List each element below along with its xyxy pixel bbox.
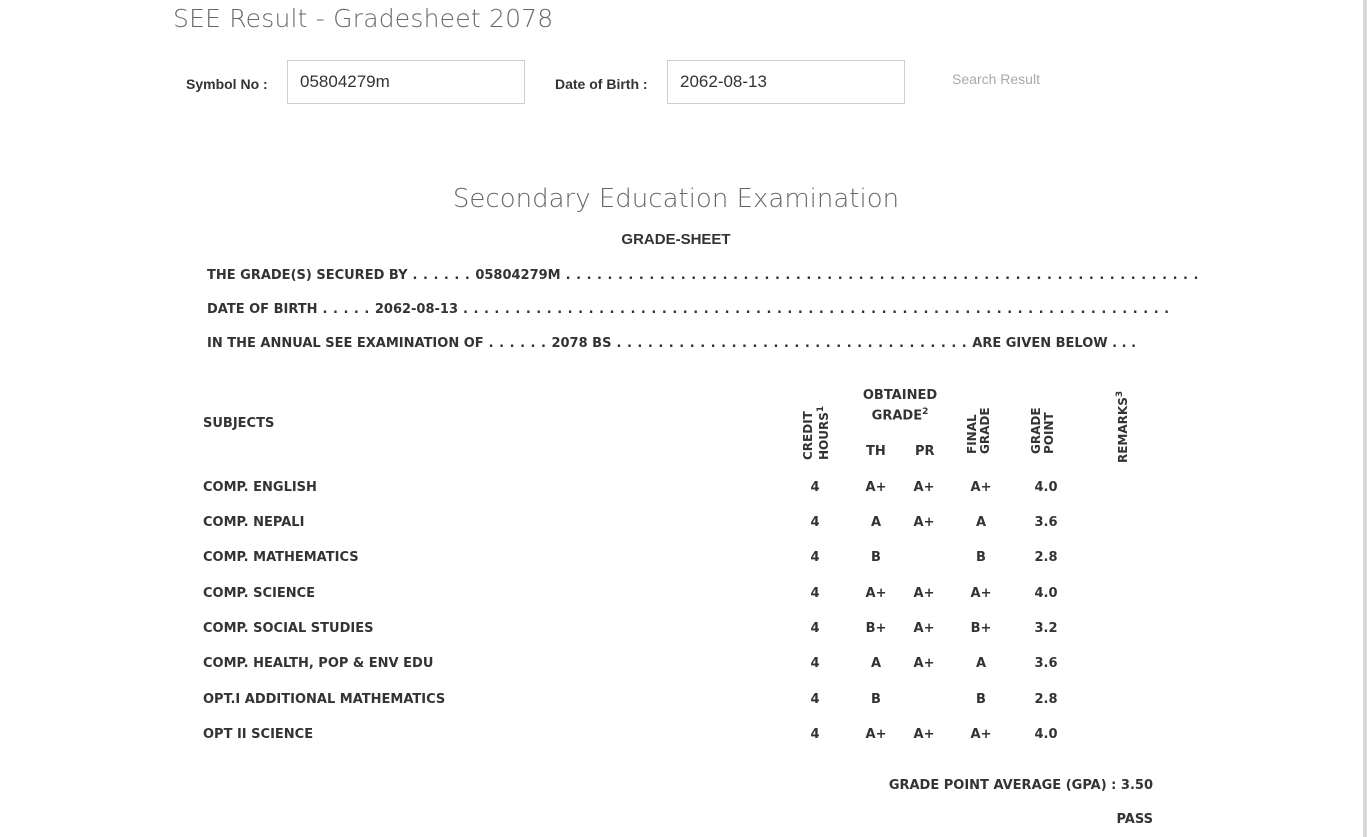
grade-point-header: GRADE POINT	[1029, 407, 1056, 454]
exam-title: Secondary Education Examination	[452, 184, 900, 214]
theory-grade-cell: B	[871, 692, 881, 707]
practical-grade-cell: A+	[913, 480, 935, 495]
final-grade-cell: B	[976, 692, 986, 707]
gpa-label: GRADE POINT AVERAGE (GPA) :	[888, 778, 1117, 793]
secured-by-line	[207, 268, 1199, 283]
grade-point-cell: 2.8	[1034, 550, 1058, 565]
theory-grade-cell: A+	[865, 727, 887, 742]
grade-point-cell: 4.0	[1034, 586, 1058, 601]
subject-cell: COMP. HEALTH, POP & ENV EDU	[203, 656, 434, 671]
subject-cell: OPT II SCIENCE	[203, 727, 314, 742]
grade-point-cell: 2.8	[1034, 692, 1058, 707]
credit-cell: 4	[810, 550, 820, 565]
subjects-header: SUBJECTS	[203, 416, 275, 431]
given-below-label: ARE GIVEN BELOW . . .	[972, 336, 1137, 351]
credit-cell: 4	[810, 656, 820, 671]
page-title: SEE Result - Gradesheet 2078	[173, 4, 554, 33]
table-row	[0, 480, 1367, 500]
grade-point-cell: 3.6	[1034, 515, 1058, 530]
practical-grade-cell: A+	[913, 656, 935, 671]
theory-grade-cell: B	[871, 550, 881, 565]
table-row	[0, 586, 1367, 606]
grade-point-cell: 4.0	[1034, 480, 1058, 495]
gpa-line	[889, 778, 1153, 793]
practical-header: PR	[915, 444, 935, 459]
grade-point-cell: 3.2	[1034, 621, 1058, 636]
theory-header: TH	[866, 444, 886, 459]
grade-point-cell: 4.0	[1034, 727, 1058, 742]
table-row	[0, 515, 1367, 535]
sheet-title: GRADE-SHEET	[621, 231, 731, 248]
final-grade-header: FINAL GRADE	[965, 407, 992, 454]
theory-grade-cell: A	[870, 656, 882, 671]
secured-by-label: THE GRADE(S) SECURED BY	[207, 268, 408, 283]
table-row	[0, 550, 1367, 570]
credit-hours-header: CREDIT HOURS$^1$	[801, 405, 831, 460]
remarks-header: REMARKS$^3$	[1115, 390, 1130, 463]
credit-cell: 4	[810, 480, 820, 495]
theory-grade-cell: B+	[865, 621, 887, 636]
secured-by-value: 05804279M	[475, 268, 561, 283]
final-grade-cell: B+	[970, 621, 992, 636]
subject-cell: COMP. MATHEMATICS	[203, 550, 359, 565]
subject-cell: COMP. SCIENCE	[203, 586, 316, 601]
exam-year-value: 2078 BS	[551, 336, 612, 351]
exam-year-line	[207, 336, 1137, 351]
symbol-number-label: Symbol No :	[186, 76, 268, 92]
date-of-birth-label: Date of Birth :	[555, 76, 648, 92]
credit-cell: 4	[810, 621, 820, 636]
table-row	[0, 621, 1367, 641]
date-of-birth-input[interactable]	[667, 60, 905, 104]
credit-cell: 4	[810, 692, 820, 707]
dot-leader: . . . . . .	[407, 268, 476, 283]
dot-leader: . . . . .	[317, 302, 375, 317]
practical-grade-cell: A+	[913, 621, 935, 636]
practical-grade-cell: A+	[913, 515, 935, 530]
table-row	[0, 656, 1367, 676]
dot-leader: . . . . . . . . . . . . . . . . . . . . . . . . . . . . . . . . . . . . . . . . . . . . . . . . . . . . . . . . . . . . . . . . . . . .	[458, 302, 1170, 317]
table-row	[0, 692, 1367, 712]
dob-line	[207, 302, 1170, 317]
credit-cell: 4	[810, 727, 820, 742]
search-result-button[interactable]: Search Result	[932, 66, 1060, 92]
theory-grade-cell: A+	[865, 586, 887, 601]
dot-leader: . . . . . . . . . . . . . . . . . . . . . . . . . . . . . . . . . . . . . . . . . . . . . . . . . . . . . . . . . . . . .	[560, 268, 1199, 283]
subject-cell: COMP. ENGLISH	[203, 480, 317, 495]
dob-line-value: 2062-08-13	[374, 302, 459, 317]
final-grade-cell: A	[975, 656, 987, 671]
gpa-value: 3.50	[1120, 778, 1153, 793]
practical-grade-cell: A+	[913, 586, 935, 601]
theory-grade-cell: A	[870, 515, 882, 530]
final-grade-cell: A	[975, 515, 987, 530]
obtained-grade-header: OBTAINED GRADE$^2$	[862, 388, 938, 424]
symbol-number-input[interactable]	[287, 60, 525, 104]
exam-year-label: IN THE ANNUAL SEE EXAMINATION OF	[207, 336, 484, 351]
grade-point-cell: 3.6	[1034, 656, 1058, 671]
practical-grade-cell: A+	[913, 727, 935, 742]
subject-cell: COMP. SOCIAL STUDIES	[203, 621, 374, 636]
dot-leader: . . . . . .	[483, 336, 552, 351]
result-status: PASS	[1116, 812, 1153, 827]
subject-cell: OPT.I ADDITIONAL MATHEMATICS	[203, 692, 446, 707]
theory-grade-cell: A+	[865, 480, 887, 495]
final-grade-cell: A+	[970, 727, 992, 742]
final-grade-cell: B	[976, 550, 986, 565]
final-grade-cell: A+	[970, 586, 992, 601]
dot-leader: . . . . . . . . . . . . . . . . . . . . . . . . . . . . . . . . . .	[611, 336, 973, 351]
credit-cell: 4	[810, 515, 820, 530]
subject-cell: COMP. NEPALI	[203, 515, 305, 530]
table-row	[0, 727, 1367, 747]
credit-cell: 4	[810, 586, 820, 601]
final-grade-cell: A+	[970, 480, 992, 495]
dob-line-label: DATE OF BIRTH	[207, 302, 318, 317]
